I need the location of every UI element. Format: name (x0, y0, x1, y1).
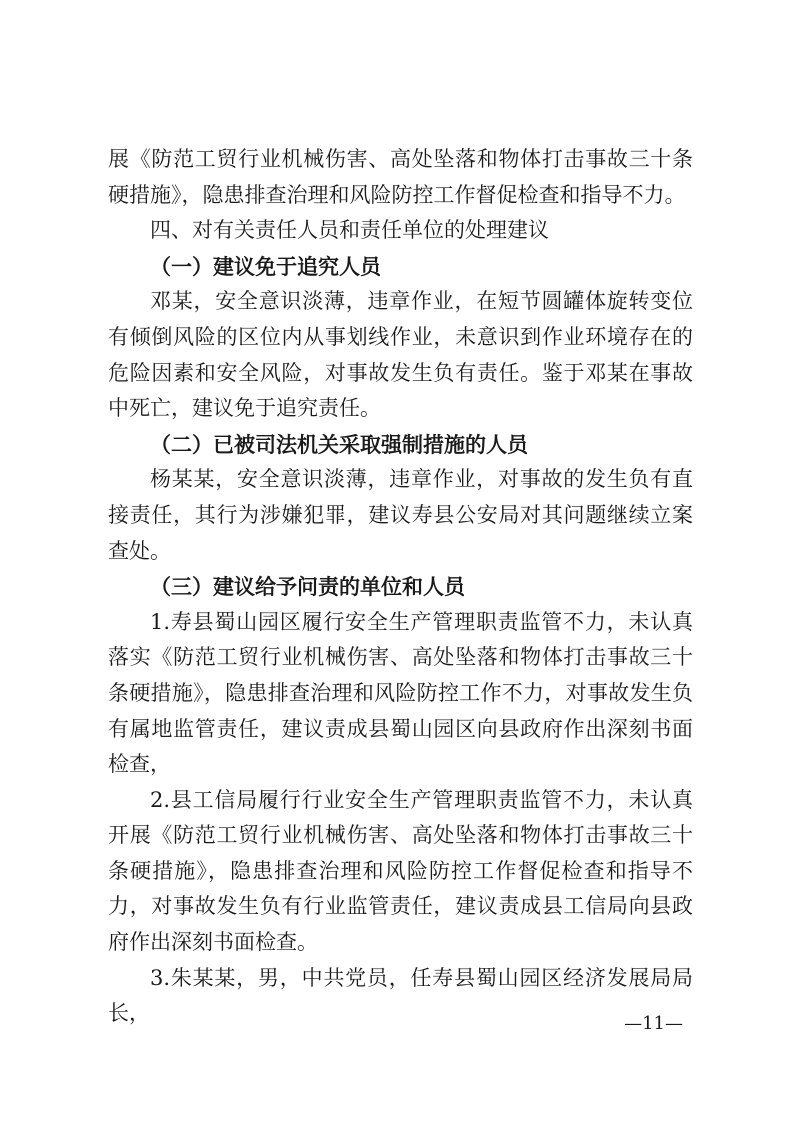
body-text (108, 142, 693, 1032)
paragraph-item-1: 1.寿县蜀山园区履行安全生产管理职责监管不力，未认真落实《防范工贸行业机械伤害、高处坠落和物体打击事故三十条硬措施》，隐患排查治理和风险防控工作不力，对事故发生负有属地监管责任，建议责成县蜀山园区向县政府作出深刻书面检查， (108, 609, 693, 777)
subsection-heading-1: （一）建议免于追究人员 (150, 253, 381, 279)
paragraph-yang: 杨某某，安全意识淡薄，违章作业，对事故的发生负有直接责任，其行为涉嫌犯罪，建议寿县公安局对其问题继续立案查处。 (108, 467, 693, 563)
paragraph-deng: 邓某，安全意识淡薄，违章作业，在短节圆罐体旋转变位有倾倒风险的区位内从事划线作业，未意识到作业环境存在的危险因素和安全风险，对事故发生负有责任。鉴于邓某在事故中死亡，建议免于追究责任。 (108, 289, 693, 421)
paragraph-item-3: 3.朱某某，男，中共党员，任寿县蜀山园区经济发展局局长， (108, 965, 693, 1026)
subsection-heading-2: （二）已被司法机关采取强制措施的人员 (150, 431, 528, 457)
page-number: —11— (624, 1013, 683, 1034)
paragraph-item-2: 2.县工信局履行行业安全生产管理职责监管不力，未认真开展《防范工贸行业机械伤害、高处坠落和物体打击事故三十条硬措施》，隐患排查治理和风险防控工作督促检查和指导不力，对事故发生负有行业监管责任，建议责成县工信局向县政府作出深刻书面检查。 (108, 787, 693, 955)
section-heading: 四、对有关责任人员和责任单位的处理建议 (150, 218, 549, 243)
subsection-heading-3: （三）建议给予问责的单位和人员 (150, 574, 465, 600)
paragraph-continuation: 展《防范工贸行业机械伤害、高处坠落和物体打击事故三十条硬措施》，隐患排查治理和风险防控工作督促检查和指导不力。 (108, 147, 693, 207)
